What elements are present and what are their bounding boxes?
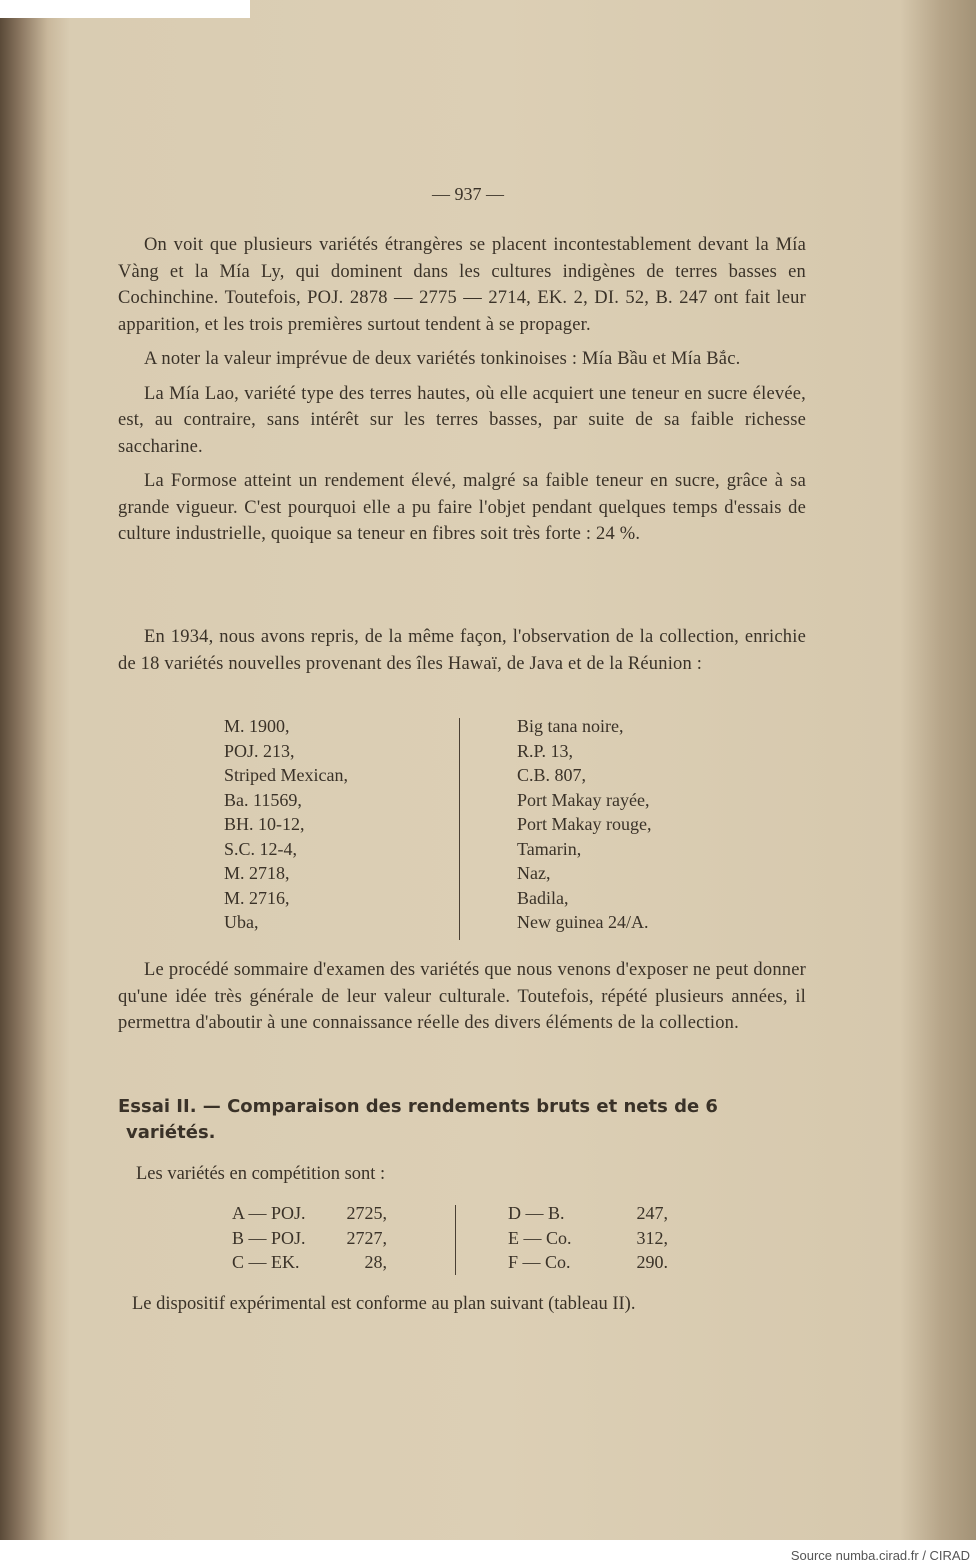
paragraph: En 1934, nous avons repris, de la même façon, l'observation de la collection, enrichie de 18 variétés nouvelles provenant des îles Hawaï, de Java et de la Réunion : [118,627,806,674]
list-item: Striped Mexican, [224,765,348,785]
closing-paragraph: Le dispositif expérimental est conforme au plan suivant (tableau II). [132,1294,636,1314]
list-item [232,1226,387,1251]
body-section-3 [118,957,806,1045]
list-item: M. 1900, [224,716,290,736]
paragraph: La Formose atteint un rendement élevé, malgré sa faible teneur en sucre, grâce à sa grande vigueur. C'est pourquoi elle a pu faire l'objet pendant quelques temps d'essais de culture industrielle, quoique sa teneur en fibres soit très forte : 24 %. [118,471,806,544]
list-item: M. 2718, [224,863,290,883]
column-divider [459,718,460,940]
variety-code: D — B. [508,1203,565,1223]
list-item: Tamarin, [517,838,582,859]
variety-number: 2727, [346,1227,387,1248]
variety-number: 290. [636,1252,668,1272]
list-item: Naz, [517,863,551,883]
list-item: Port Makay rouge, [517,814,652,834]
list-item: M. 2716, [224,887,290,908]
variety-list-left [224,714,348,935]
variety-list-right [517,714,651,935]
list-item [508,1250,668,1275]
list-item: Badila, [517,887,569,908]
list-item: Port Makay rayée, [517,789,650,810]
list-item [232,1250,387,1275]
variety-code: B — POJ. [232,1227,306,1248]
variety-code: C — EK. [232,1252,300,1272]
list-item: Ba. 11569, [224,789,302,810]
variety-number: 2725, [346,1203,387,1223]
paragraph: La Mía Lao, variété type des terres hautes, où elle acquiert une teneur en sucre élevée, est, au contraire, sans intérêt sur les terres basses, par suite de sa faible richesse saccharine. [118,383,806,457]
competition-list-left [232,1201,387,1275]
variety-code: F — Co. [508,1252,571,1272]
competition-list-right [508,1201,668,1275]
list-item [232,1201,387,1226]
list-item [508,1201,668,1226]
list-item: R.P. 13, [517,740,574,761]
heading-line: variétés. [126,1122,216,1143]
section-heading [118,1094,808,1146]
body-section-1 [118,232,806,556]
heading-line: Essai II. — Comparaison des rendements bruts et nets de 6 [118,1096,718,1117]
list-item: POJ. 213, [224,740,295,761]
paragraph: Le procédé sommaire d'examen des variétés que nous venons d'exposer ne peut donner qu'une idée très générale de leur valeur culturale. Toutefois, répété plusieurs années, il permettra d'aboutir à une connaissance réelle des divers éléments de la collection. [118,960,806,1033]
variety-number: 28, [364,1252,387,1272]
list-item: Big tana noire, [517,716,624,736]
page-number: — 937 — [432,184,504,204]
variety-number: 247, [636,1203,668,1223]
body-section-2 [118,624,806,685]
list-item: BH. 10-12, [224,814,305,834]
paragraph: On voit que plusieurs variétés étrangères se placent incontestablement devant la Mía Vàng et la Mía Ly, qui dominent dans les cultures indigènes de terres basses en Cochinchine. Toutefois, POJ. 2878 — 2775 — 2714, EK. 2, DI. 52, B. 247 ont fait leur apparition, et les trois premières surtout tendent à se propager. [118,235,806,335]
list-item: New guinea 24/A. [517,912,649,932]
column-divider [455,1205,456,1275]
source-credit: Source numba.cirad.fr / CIRAD [790,1548,970,1563]
competition-intro: Les variétés en compétition sont : [136,1164,386,1184]
variety-number: 312, [636,1227,668,1248]
paragraph: A noter la valeur imprévue de deux variétés tonkinoises : Mía Bầu et Mía Bắc. [144,349,741,369]
list-item: S.C. 12-4, [224,838,298,859]
variety-code: A — POJ. [232,1203,306,1223]
variety-code: E — Co. [508,1227,572,1248]
list-item [508,1226,668,1251]
list-item: C.B. 807, [517,765,587,785]
list-item: Uba, [224,912,259,932]
